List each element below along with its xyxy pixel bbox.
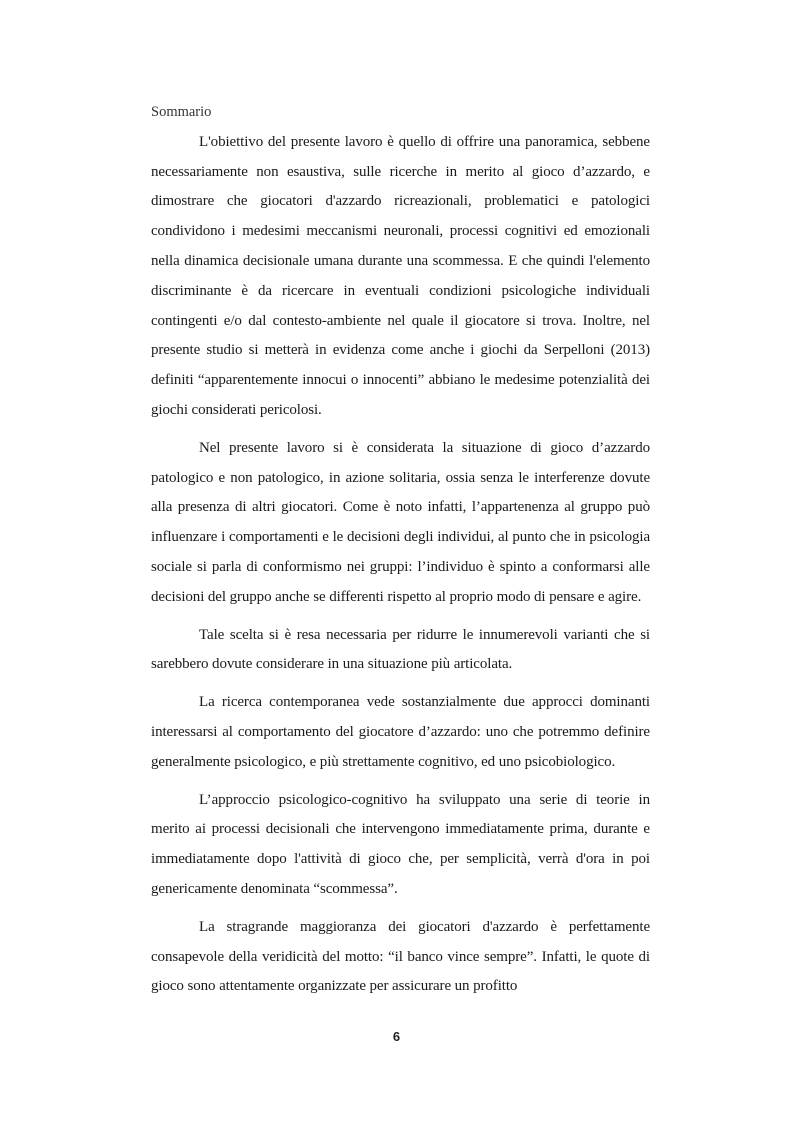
paragraph-objective: L'obiettivo del presente lavoro è quello di offrire una panoramica, sebbene necessariamente non esaustiva, sulle ricerche in merito al gioco d’azzardo, e dimostrare che giocatori d'azzardo ricreazionali, problematici e patologici condividono i medesimi meccanismi neuronali, processi cognitivi ed emozionali nella dinamica decisionale umana durante una scommessa. E che quindi l'elemento discriminante è da ricercare in eventuali condizioni psicologiche individuali contingenti e/o dal contesto-ambiente nel quale il giocatore si trova. Inoltre, nel presente studio si metterà in evidenza come anche i giochi da Serpelloni (2013) definiti “apparentemente innocui o innocenti” abbiano le medesime potenzialità dei giochi considerati pericolosi. [151, 133, 650, 418]
section-heading: Sommario [151, 104, 212, 120]
paragraph-approaches: La ricerca contemporanea vede sostanzialmente due approcci dominanti interessarsi al comportamento del giocatore d’azzardo: uno che potremmo definire generalmente psicologico, e più strettamente cognitivo, ed uno psicobiologico. [151, 694, 650, 770]
paragraph-cognitive-approach: L’approccio psicologico-cognitivo ha sviluppato una serie di teorie in merito ai processi decisionali che intervengono immediatamente prima, durante e immediatamente dopo l'attività di gioco che, per semplicità, verrà d'ora in poi genericamente denominata “scommessa”. [151, 791, 650, 897]
document-page [151, 98, 650, 1002]
paragraph-choice: Tale scelta si è resa necessaria per ridurre le innumerevoli varianti che si sarebbero dovute considerare in una situazione più articolata. [151, 626, 650, 673]
paragraph-scope: Nel presente lavoro si è considerata la situazione di gioco d’azzardo patologico e non patologico, in azione solitaria, ossia senza le interferenze dovute alla presenza di altri giocatori. Come è noto infatti, l’appartenenza al gruppo può influenzare i comportamenti e le decisioni degli individui, al punto che in psicologia sociale si parla di conformismo nei gruppi: l’individuo è spinto a conformarsi alle decisioni del gruppo anche se differenti rispetto al proprio modo di pensare e agire. [151, 439, 650, 605]
paragraph-house-edge: La stragrande maggioranza dei giocatori d'azzardo è perfettamente consapevole della veridicità del motto: “il banco vince sempre”. Infatti, le quote di gioco sono attentamente organizzate per assicurare un profitto [151, 918, 650, 995]
page-number: 6 [392, 1029, 401, 1044]
